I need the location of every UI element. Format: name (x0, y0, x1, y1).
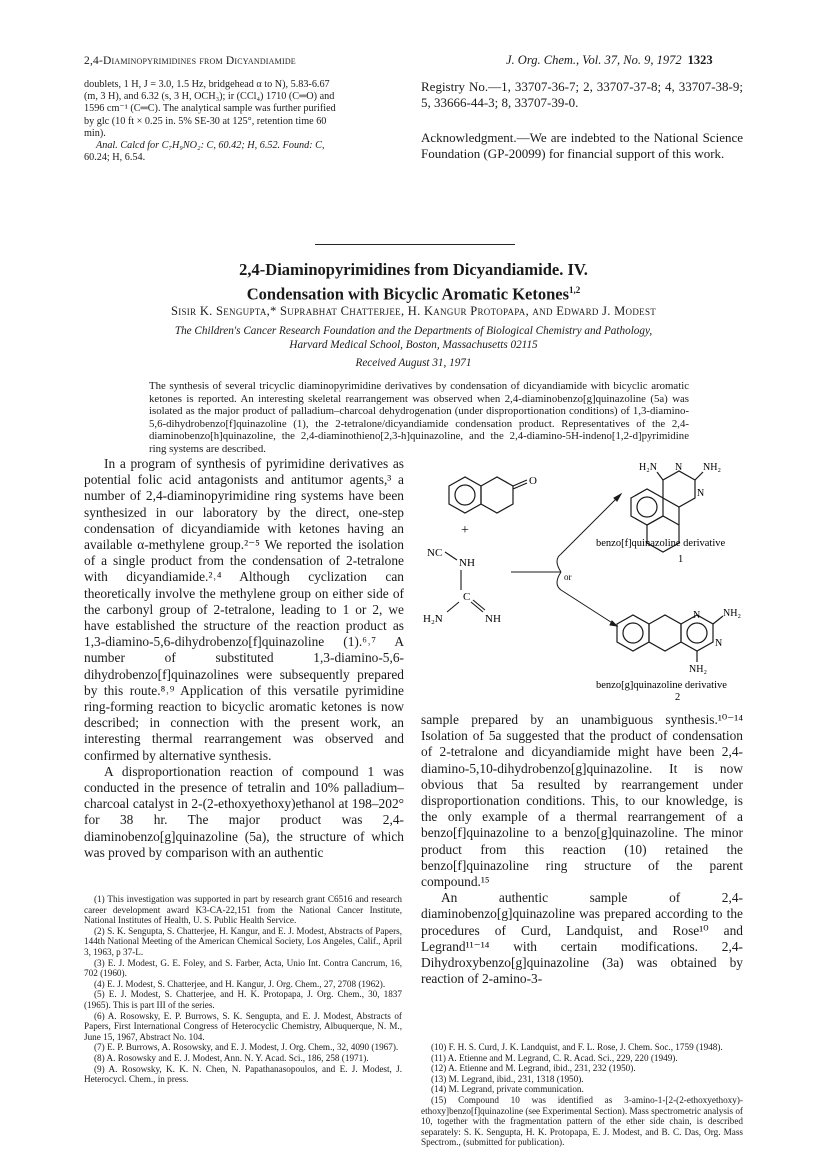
product-2-amine-bottom: NH₂ (689, 664, 707, 675)
product-2-label: benzo[g]quinazoline derivative (596, 680, 727, 691)
tail-line: doublets, 1 H, J = 3.0, 1.5 Hz, bridgehead α to N), 5.83-6.67 (84, 79, 330, 90)
footnote: (6) A. Rosowsky, E. P. Burrows, S. K. Sengupta, and E. J. Modest, Abstracts of Papers, First International Congress of Heterocyclic Chemistry, Albuquerque, N. M., June 15, 1967, Abstract No. 104. (84, 1010, 402, 1042)
footnote: (15) Compound 10 was identified as 3-amino-1-[2-(2-ethoxyethoxy)-ethoxy]benzo[f]quinazoline (see Experimental Section). Mass spectrometric analysis of 10, together with the fragmentation pattern of the ether side chain, is described separately: S. K. Sengupta, H. K. Protopapa, E. J. Modest, and B. C. Das, Org. Mass Spectrom., (submitted for publication). (421, 1094, 743, 1148)
title-line-2 (84, 280, 743, 305)
tail-line: by glc (10 ft × 0.25 in. 5% SE-30 at 125°, retention time 60 (84, 115, 327, 127)
imine-label: NH (485, 613, 501, 625)
product-1-label: benzo[f]quinazoline derivative (596, 538, 726, 549)
product-1-number: 1 (678, 554, 684, 565)
disproportionation-paragraph: A disproportionation reaction of compound 1 was conducted in the presence of tetralin and 10% palladium–charcoal catalyst in 2-(2-ethoxyethoxy)ethanol at 198–202° for 38 hr. The major product was 2,4-diaminobenzo[g]quinazoline (5a), the structure of which was proved by comparison with an authentic (84, 763, 404, 860)
tail-line: min). (84, 127, 106, 139)
page-number: 1323 (687, 53, 713, 67)
reaction-scheme (421, 456, 743, 700)
ketone-oxygen: O (529, 475, 537, 487)
amine-label: H₂N (423, 613, 443, 625)
journal-name: J. Org. Chem., Vol. 37, No. 9, 1972 (506, 53, 682, 67)
footnote: (5) E. J. Modest, S. Chatterjee, and H. K. Protopapa, J. Org. Chem., 30, 1837 (1965). This is part III of the series. (84, 989, 402, 1010)
body-column-left (84, 456, 404, 861)
footnote: (14) M. Legrand, private communication. (431, 1084, 584, 1095)
article-title (84, 260, 743, 305)
footnote: (10) F. H. S. Curd, J. K. Landquist, and F. L. Rose, J. Chem. Soc., 1759 (1948). (431, 1042, 723, 1052)
product-2-amine-top: NH₂ (723, 608, 741, 619)
footnote: (12) A. Etienne and M. Legrand, ibid., 231, 232 (1950). (431, 1063, 636, 1074)
product-2-number: 2 (675, 692, 681, 700)
footnote: (3) E. J. Modest, G. E. Foley, and S. Farber, Acta, Unio Int. Contra Cancrum, 16, 702 (1960). (84, 957, 402, 979)
plus-sign: + (461, 523, 469, 538)
article-separator-rule (315, 244, 515, 245)
product-2-nitrogen-top: N (693, 610, 701, 621)
bond-line (447, 602, 459, 612)
title-line-1: 2,4-Diaminopyrimidines from Dicyandiamide. IV. (239, 260, 588, 279)
footnote: (8) A. Rosowsky and E. J. Modest, Ann. N. Y. Acad. Sci., 186, 258 (1971). (94, 1052, 369, 1063)
footnotes-left (84, 894, 402, 1085)
footnote: (4) E. J. Modest, S. Chatterjee, and H. Kangur, J. Org. Chem., 27, 2708 (1962). (94, 978, 386, 989)
registry-numbers: Registry No.—1, 33707-36-7; 2, 33707-37-8; 4, 33707-38-9; 5, 33666-44-3; 8, 33707-39-0. (421, 79, 743, 110)
product-1-amine-left: H₂N (639, 462, 657, 473)
body-column-right (421, 712, 743, 987)
intro-paragraph: In a program of synthesis of pyrimidine derivatives as potential folic acid antagonists and antitumor agents,³ a number of 2,4-diaminopyrimidine ring systems have been synthesized in our laboratory by the direct, one-step condensation of dicyandiamide with ketones having an available α-methylene group.²⁻⁵ We reported the isolation of a single product from the condensation of 2-tetralone with dicyandiamide.²˒⁴ Although cyclization can theoretically involve the methylene group on either side of the carbonyl group of 2-tetralone, leading to 1 or 2, we have established the structure of the reaction product as 1,3-diamino-5,6-dihydrobenzo[f]quinazoline (1).⁶˒⁷ A number of substituted 1,3-diamino-5,6-dihydrobenzo[f]quinazolines were subsequently prepared by this route.⁸˒⁹ Application of this versatile pyrimidine ring-forming reaction to bicyclic aromatic ketones is now described; in connection with the present work, an interesting thermal rearrangement was observed and confirmed by alternative synthesis. (84, 456, 404, 763)
authentic-sample-paragraph: An authentic sample of 2,4-diaminobenzo[g]quinazoline was prepared according to the procedures of Curd, Landquist, and Rose¹⁰ and Legrand¹¹⁻¹⁴ with certain modifications. 2,4-Dihydroxybenzo[g]quinazoline (3a) was obtained by reaction of 2-amino-3- (421, 890, 743, 987)
product-1-nitrogen-side: N (697, 488, 705, 499)
rearrangement-paragraph: sample prepared by an unambiguous synthesis.¹⁰⁻¹⁴ Isolation of 5a suggested that the product of condensation of 2-tetralone and dicyandiamide might have been 2,4-diamino-5,10-dihydrobenzo[g]quinazoline. It is now obvious that 5a resulted by rearrangement under disproportionation conditions. This, to our knowledge, is the only example of a thermal rearrangement of a benzo[f]quinazoline to a benzo[g]quinazoline. The minor product from this reaction (10) retained the benzo[f]quinazoline ring structure of the parent compound.¹⁵ (421, 712, 743, 890)
journal-citation (506, 53, 713, 68)
product-1-amine-right: NH₂ (703, 462, 721, 473)
footnote: (7) E. P. Burrows, A. Rosowsky, and E. J. Modest, J. Org. Chem., 32, 4090 (1967). (94, 1042, 399, 1053)
tail-line: 60.24; H, 6.54. (84, 152, 146, 164)
authors: Sisir K. Sengupta,* Suprabhat Chatterjee, H. Kangur Protopapa, and Edward J. Modest (170, 304, 657, 318)
product-1-nitrogen-top: N (675, 462, 683, 473)
tail-line: (m, 3 H), and 6.32 (s, 3 H, OCH₃); ir (CCl₄) 1710 (C═O) and (84, 91, 335, 103)
footnote: (1) This investigation was supported in part by research grant C6516 and research career development award K3-CA-22,151 from the National Cancer Institute, National Institutes of Health, U. S. Public Health Service. (84, 894, 402, 926)
or-label: or (564, 572, 572, 582)
tail-line: 1596 cm⁻¹ (C═C). The analytical sample was further purified (84, 103, 336, 115)
product-2-nitrogen-side: N (715, 638, 723, 649)
acknowledgment: Acknowledgment.—We are indebted to the National Science Foundation (GP-20099) for financial support of this work. (421, 130, 743, 161)
bond-line (445, 552, 457, 560)
received-date: Received August 31, 1971 (355, 357, 472, 369)
affiliation-line: The Children's Cancer Research Foundation and the Departments of Biological Chemistry and Pathology, (174, 325, 653, 337)
footnote: (11) A. Etienne and M. Legrand, C. R. Acad. Sci., 229, 220 (1949). (431, 1052, 678, 1063)
running-title: 2,4-Diaminopyrimidines from Dicyandiamide (84, 55, 296, 67)
title-line-2-text: Condensation with Bicyclic Aromatic Ketones (246, 284, 570, 304)
carbon-label: C (463, 591, 471, 603)
footnote: (9) A. Rosowsky, K. K. N. Chen, N. Papathanasopoulos, and E. J. Modest, J. Heterocycl. Chem., in press. (84, 1063, 402, 1085)
nitrile-label: NC (427, 547, 443, 559)
footnotes-right (421, 1042, 743, 1148)
product-2-structure (617, 615, 723, 662)
nh-label: NH (459, 557, 475, 569)
reaction-arrows (511, 494, 621, 626)
abstract: The synthesis of several tricyclic diaminopyrimidine derivatives by condensation of dicyandiamide with bicyclic aromatic ketones is reported. An interesting skeletal rearrangement was observed when 2,4-diaminobenzo[g]quinazoline (5a) was isolated as the major product of palladium–charcoal dehydrogenation (under disproportionation conditions) of 1,3-diamino-5,6-dihydrobenzo[f]quinazoline (1), the 2-tetralone/dicyandiamide condensation product. Representatives of the 2,4-diaminobenzo[h]quinazoline, the 2,4-diaminothieno[2,3-h]quinazoline, and the 2,4-diamino-5H-indeno[1,2-d]pyrimidine ring systems are described. (149, 380, 689, 455)
title-footnote-ref: 1,2 (569, 285, 581, 295)
previous-article-tail (84, 79, 402, 164)
footnote: (13) M. Legrand, ibid., 231, 1318 (1950). (431, 1073, 584, 1084)
tetralone-structure (449, 477, 527, 513)
affiliation (84, 325, 743, 352)
footnote: (2) S. K. Sengupta, S. Chatterjee, H. Kangur, and E. J. Modest, Abstracts of Papers, 144th National Meeting of the American Chemical Society, Los Angeles, Calif., April 3, 1963, p 37-L. (84, 925, 402, 957)
affiliation-line: Harvard Medical School, Boston, Massachusetts 02115 (289, 338, 538, 351)
analysis-line: Anal. Calcd for C₇H₉NO₂: C, 60.42; H, 6.52. Found: C, (96, 140, 325, 152)
